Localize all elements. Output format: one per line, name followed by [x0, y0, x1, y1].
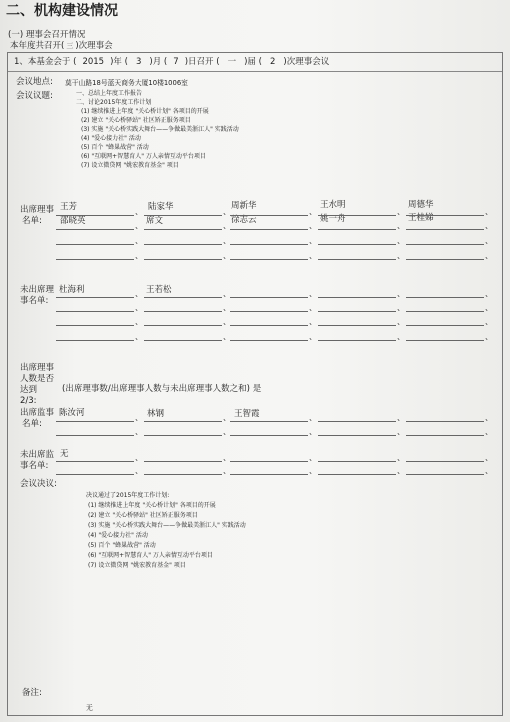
director-name: 邵晓英: [60, 216, 86, 226]
separator-mark: 、: [485, 317, 493, 326]
agenda-item: (4) "爱心接力社" 活动: [81, 135, 141, 142]
blank-line: [56, 244, 134, 245]
separator-mark: 、: [485, 221, 493, 230]
separator-mark: 、: [397, 236, 405, 245]
director-name: 王桂娣: [408, 213, 434, 223]
resolution-item: (3) 实施 "关心桥实践大舞台——争做最美浙江人" 实践活动: [88, 522, 246, 529]
separator-mark: 、: [135, 289, 143, 298]
separator-mark: 、: [309, 332, 317, 341]
separator-mark: 、: [135, 332, 143, 341]
blank-line: [406, 229, 484, 230]
blank-line: [230, 215, 308, 216]
blank-line: [406, 297, 484, 298]
year-summary-prefix: 本年度共召开(: [10, 41, 65, 51]
supervisor-name: 王智霞: [234, 409, 260, 419]
blank-line: [144, 461, 222, 462]
blank-line: [56, 325, 134, 326]
separator-mark: 、: [135, 413, 143, 422]
blank-line: [144, 311, 222, 312]
blank-line: [230, 259, 308, 260]
separator-mark: 、: [135, 427, 143, 436]
ratio-text: (出席理事数/出席理事人数与未出席理事人数之和) 是: [62, 384, 262, 394]
blank-line: [406, 435, 484, 436]
agenda-item: 二、讨论2015年度工作计划: [76, 99, 152, 106]
blank-line: [56, 421, 134, 422]
supervisor-name: 林钢: [147, 409, 165, 419]
separator-mark: 、: [223, 221, 231, 230]
absent-supervisor-name: 无: [60, 449, 69, 459]
blank-line: [230, 340, 308, 341]
separator-mark: 、: [135, 251, 143, 260]
separator-mark: 、: [309, 453, 317, 462]
blank-line: [144, 229, 222, 230]
director-name: 周德华: [408, 200, 434, 210]
blank-line: [318, 435, 396, 436]
blank-line: [406, 244, 484, 245]
resolution-item: (1) 继续推进上年度 "关心桥计划" 各项目的开展: [88, 502, 216, 509]
ratio-label: 出席理事: [20, 363, 55, 373]
blank-line: [56, 435, 134, 436]
separator-mark: 、: [397, 413, 405, 422]
agenda-item: 一、总结上年度工作报告: [76, 90, 143, 97]
separator-mark: 、: [397, 303, 405, 312]
separator-mark: 、: [485, 453, 493, 462]
meeting-session: 2: [269, 57, 276, 67]
blank-line: [318, 259, 396, 260]
blank-line: [56, 229, 134, 230]
ratio-label: 2/3:: [20, 396, 37, 406]
resolution-intro: 决议通过了2015年度工作计划:: [86, 492, 170, 499]
month-label: 月: [152, 57, 162, 67]
blank-line: [230, 461, 308, 462]
director-name: 姚一舟: [320, 214, 346, 224]
blank-line: [230, 435, 308, 436]
agenda-item: (5) 百个 "蜂巢战营" 活动: [81, 144, 149, 151]
attend-directors-label-2: 名单:: [22, 216, 42, 226]
separator-mark: 、: [485, 303, 493, 312]
blank-line: [318, 311, 396, 312]
ratio-label: 人数是否: [20, 374, 55, 384]
separator-mark: 、: [397, 251, 405, 260]
day-label: 日召开: [188, 57, 214, 67]
year-summary-count: 三: [66, 42, 74, 50]
blank-line: [406, 421, 484, 422]
separator-mark: 、: [223, 207, 231, 216]
separator-mark: 、: [135, 466, 143, 475]
attend-supervisors-label: 出席监事: [20, 408, 55, 418]
separator-mark: 、: [397, 332, 405, 341]
blank-line: [406, 311, 484, 312]
location-label: 会议地点:: [16, 77, 53, 87]
resolution-item: (4) "爱心接力社" 活动: [88, 532, 148, 539]
director-name: 徐志云: [231, 215, 257, 225]
blank-line: [230, 325, 308, 326]
blank-line: [144, 297, 222, 298]
blank-line: [230, 229, 308, 230]
separator-mark: 、: [223, 317, 231, 326]
separator-mark: 、: [485, 427, 493, 436]
blank-line: [56, 259, 134, 260]
separator-mark: 、: [397, 207, 405, 216]
director-name: 周新华: [231, 201, 257, 211]
supervisor-name: 陈汝河: [59, 408, 85, 418]
director-name: 席文: [146, 216, 164, 226]
separator-mark: 、: [309, 413, 317, 422]
blank-line: [318, 244, 396, 245]
absent-supervisors-label: 未出席监: [20, 450, 55, 460]
blank-line: [56, 215, 134, 216]
blank-line: [56, 297, 134, 298]
resolution-item: (7) 设立微贷网 "姚宏教育基金" 项目: [88, 562, 186, 569]
separator-mark: 、: [485, 207, 493, 216]
agenda-item: (1) 继续推进上年度 "关心桥计划" 各项目的开展: [81, 108, 209, 115]
blank-line: [56, 340, 134, 341]
meeting-term: 一: [227, 57, 237, 67]
blank-line: [406, 259, 484, 260]
blank-line: [56, 474, 134, 475]
separator-mark: 、: [135, 453, 143, 462]
separator-mark: 、: [223, 466, 231, 475]
blank-line: [144, 474, 222, 475]
blank-line: [406, 215, 484, 216]
agenda-item: (7) 设立微贷网 "姚宏教育基金" 项目: [81, 162, 179, 169]
attend-directors-label: 出席理事: [20, 205, 55, 215]
resolution-item: (5) 百个 "蜂巢战营" 活动: [88, 542, 156, 549]
separator-mark: 、: [135, 303, 143, 312]
blank-line: [406, 340, 484, 341]
term-label: 届: [247, 57, 256, 67]
absent-directors-label-2: 事名单:: [20, 296, 49, 306]
blank-line: [144, 215, 222, 216]
blank-line: [406, 325, 484, 326]
blank-line: [144, 325, 222, 326]
separator-mark: 、: [485, 236, 493, 245]
separator-mark: 、: [135, 317, 143, 326]
resolution-label: 会议决议:: [20, 479, 57, 489]
separator-mark: 、: [223, 236, 231, 245]
separator-mark: 、: [397, 289, 405, 298]
blank-line: [318, 421, 396, 422]
blank-line: [406, 474, 484, 475]
year-summary-suffix: )次理事会: [75, 41, 113, 51]
meeting-form: [7, 52, 503, 716]
blank-line: [318, 215, 396, 216]
separator-mark: 、: [223, 303, 231, 312]
blank-line: [318, 474, 396, 475]
separator-mark: 、: [485, 466, 493, 475]
meeting-intro: 1、本基金会于: [14, 57, 71, 67]
subsection-title: (一) 理事会召开情况: [8, 30, 86, 40]
resolution-item: (6) "互联网+智慧育人" 万人亲情互动平台项目: [88, 552, 213, 559]
separator-mark: 、: [135, 236, 143, 245]
separator-mark: 、: [309, 289, 317, 298]
separator-mark: 、: [309, 207, 317, 216]
separator-mark: 、: [397, 466, 405, 475]
separator-mark: 、: [485, 289, 493, 298]
absent-directors-label: 未出席理: [20, 285, 55, 295]
session-label: 次理事会议: [286, 57, 330, 67]
meeting-year: 2015: [82, 57, 105, 67]
blank-line: [144, 340, 222, 341]
blank-line: [144, 259, 222, 260]
blank-line: [230, 421, 308, 422]
separator-mark: 、: [135, 207, 143, 216]
form-divider: [8, 71, 502, 72]
separator-mark: 、: [397, 427, 405, 436]
year-label: 年: [113, 57, 122, 67]
director-name: 陆家华: [148, 202, 174, 212]
blank-line: [230, 311, 308, 312]
agenda-item: (3) 实施 "关心桥实践大舞台——争做最美浙江人" 实践活动: [81, 126, 239, 133]
year-summary: [10, 42, 113, 51]
attend-supervisors-label-2: 名单:: [22, 419, 42, 429]
separator-mark: 、: [223, 413, 231, 422]
separator-mark: 、: [485, 413, 493, 422]
absent-supervisors-label-2: 事名单:: [20, 461, 49, 471]
section-title: 二、机构建设情况: [6, 3, 118, 19]
meeting-info-line: 1、本基金会于 ( 2015 )年 ( 3 )月 ( 7 )日召开 ( 一 )届 ( 2 )次理事会议: [14, 57, 330, 67]
separator-mark: 、: [309, 466, 317, 475]
remarks-label: 备注:: [22, 688, 42, 698]
separator-mark: 、: [485, 332, 493, 341]
separator-mark: 、: [397, 317, 405, 326]
blank-line: [318, 461, 396, 462]
meeting-day: 7: [173, 57, 179, 67]
blank-line: [230, 474, 308, 475]
absent-director-name: 杜海利: [59, 285, 85, 295]
location-value: 莫干山路18号蓝天商务大厦10楼1006室: [65, 79, 188, 87]
separator-mark: 、: [309, 251, 317, 260]
ratio-label: 达到: [20, 385, 38, 395]
remarks-value: 无: [86, 704, 93, 712]
separator-mark: 、: [309, 236, 317, 245]
separator-mark: 、: [397, 221, 405, 230]
separator-mark: 、: [223, 453, 231, 462]
resolution-item: (2) 建立 "关心桥驿站" 社区矫正服务项目: [88, 512, 198, 519]
separator-mark: 、: [309, 317, 317, 326]
blank-line: [144, 421, 222, 422]
agenda-item: (2) 建立 "关心桥驿站" 社区矫正服务项目: [81, 117, 191, 124]
separator-mark: 、: [397, 453, 405, 462]
agenda-label: 会议议题:: [16, 91, 53, 101]
separator-mark: 、: [309, 221, 317, 230]
separator-mark: 、: [135, 221, 143, 230]
agenda-item: (6) "互联网+智慧育人" 万人亲情互动平台项目: [81, 153, 206, 160]
meeting-month: 3: [135, 57, 142, 67]
blank-line: [318, 297, 396, 298]
blank-line: [144, 435, 222, 436]
blank-line: [318, 325, 396, 326]
director-name: 王水明: [320, 200, 346, 210]
blank-line: [406, 461, 484, 462]
blank-line: [144, 244, 222, 245]
separator-mark: 、: [223, 427, 231, 436]
separator-mark: 、: [485, 251, 493, 260]
blank-line: [230, 297, 308, 298]
blank-line: [230, 244, 308, 245]
separator-mark: 、: [223, 289, 231, 298]
blank-line: [318, 229, 396, 230]
director-name: 王芳: [60, 202, 78, 212]
separator-mark: 、: [309, 303, 317, 312]
separator-mark: 、: [223, 251, 231, 260]
blank-line: [318, 340, 396, 341]
separator-mark: 、: [309, 427, 317, 436]
absent-director-name: 王若松: [146, 285, 172, 295]
separator-mark: 、: [223, 332, 231, 341]
blank-line: [56, 311, 134, 312]
blank-line: [56, 461, 134, 462]
